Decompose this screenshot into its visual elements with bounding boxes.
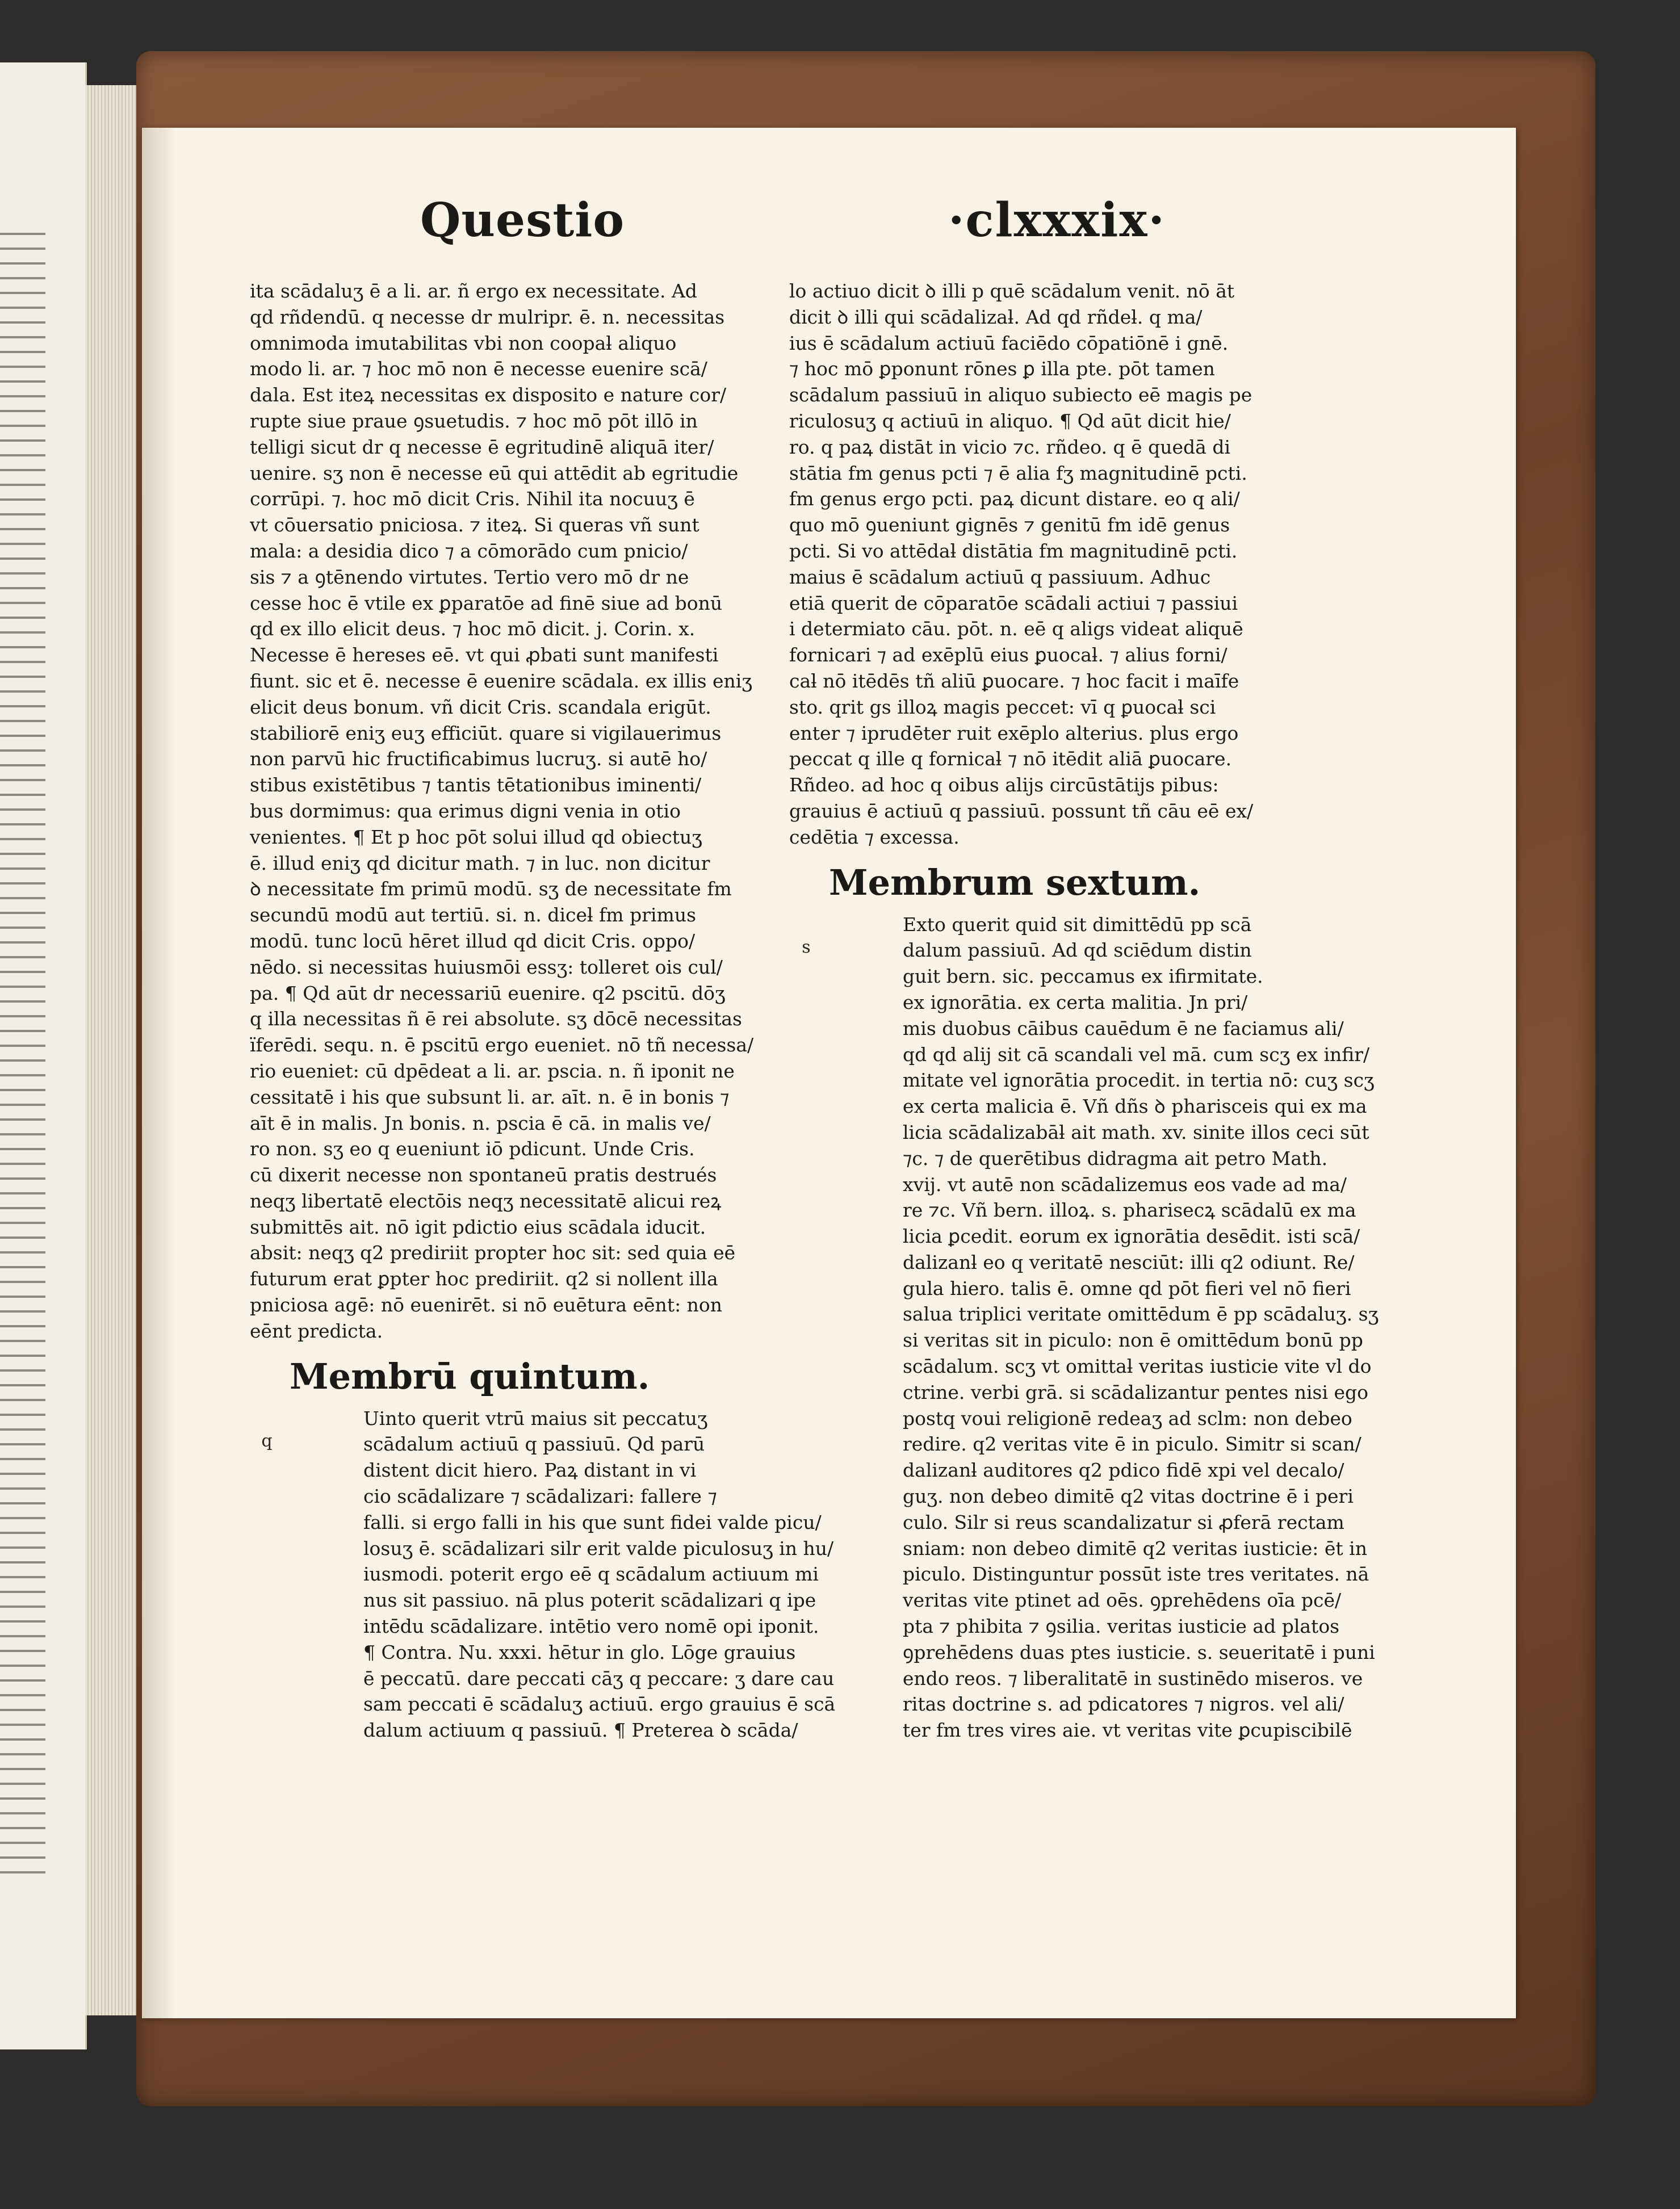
text-line: modo li. ar. ⁊ hoc mō non ē necesse euenire scā/ <box>250 358 707 380</box>
text-line: postq voui religionē redeaʒ ad sclm: non debeo <box>903 1407 1352 1430</box>
text-line: gula hiero. talis ē. omne qd pōt fieri vel nō fieri <box>903 1277 1351 1300</box>
text-line: sam peccati ē scādaluʒ actiuū. ergo grauius ē scā <box>363 1693 836 1716</box>
text-line: sto. qrit gs illoꝝ magis peccet: vī q ꝑuocaƚ sci <box>789 695 1216 718</box>
right-column-paragraph <box>789 912 1379 1744</box>
text-line: futurum erat ꝑpter hoc prediriit. q2 si nollent illa <box>250 1268 718 1290</box>
text-line: licia ꝑcedit. eorum ex ignorātia desēdit. isti scā/ <box>903 1225 1360 1248</box>
text-line: aīt ē in malis. Jn bonis. n. pscia ē cā. in malis ve/ <box>250 1112 711 1134</box>
text-line: pa. ¶ Qd aūt dr necessariū euenire. q2 pscitū. dōʒ <box>250 982 726 1004</box>
text-line: culo. Silr si reus scandalizatur si ꝓferā rectam <box>903 1511 1344 1533</box>
text-line: q illa necessitas ñ ē rei absolute. sʒ dōcē necessitas <box>250 1008 742 1030</box>
text-line: i determiato cāu. pōt. n. eē q aligs videat aliquē <box>789 618 1243 640</box>
text-line: venientes. ¶ Et p hoc pōt solui illud qd obiectuʒ <box>250 825 702 848</box>
text-line: ē. illud eniʒ qd dicitur math. ⁊ in luc. non dicitur <box>250 852 710 874</box>
text-line: scādalum actiuū q passiuū. Qd parū <box>363 1433 705 1456</box>
text-line: licia scādalizabāƚ ait math. xv. sinite illos ceci sūt <box>903 1121 1369 1143</box>
text-line: grauius ē actiuū q passiuū. possunt tñ cāu eē ex/ <box>789 799 1254 822</box>
right-column-text-bottom <box>903 912 1379 1744</box>
text-line: ro. q paꝝ distāt in vicio ⁊c. rñdeo. q ē quedā di <box>789 435 1231 458</box>
initial-guide-letter: q <box>261 1431 273 1451</box>
text-line: cessitatē i his que subsunt li. ar. aīt. n. ē in bonis ⁊ <box>250 1085 730 1108</box>
text-line: guʒ. non debeo dimitē q2 vitas doctrine ē i peri <box>903 1485 1354 1508</box>
text-line: ē peccatū. dare peccati cāʒ q peccare: ʒ dare cau <box>363 1667 835 1690</box>
text-line: si veritas sit in piculo: non ē omittēdum bonū pp <box>903 1329 1363 1352</box>
page-edges <box>85 85 136 2015</box>
text-line: ⁊c. ⁊ de querētibus didragma ait petro Math. <box>903 1147 1328 1170</box>
text-line: corrūpi. ⁊. hoc mō dicit Cris. Nihil ita nocuuʒ ē <box>250 488 695 510</box>
text-line: rio eueniet: cū dpēdeat a li. ar. pscia. n. ñ iponit ne <box>250 1059 735 1082</box>
text-line: falli. si ergo falli in his que sunt fidei valde picu/ <box>363 1511 822 1533</box>
text-line: mitate vel ignorātia procedit. in tertia nō: cuʒ scʒ <box>903 1069 1375 1092</box>
section-heading-membrum-sextum: Membrum sextum. <box>829 861 1201 903</box>
text-line: maius ē scādalum actiuū q passiuum. Adhuc <box>789 565 1211 588</box>
text-line: ꝺ necessitate fm primū modū. sʒ de necessitate fm <box>250 878 732 900</box>
text-line: ctrine. verbi grā. si scādalizantur pentes nisi ego <box>903 1381 1369 1403</box>
text-line: Rñdeo. ad hoc q oibus alijs circūstātijs pibus: <box>789 774 1219 797</box>
text-line: absit: neqʒ q2 prediriit propter hoc sit: sed quia eē <box>250 1242 736 1264</box>
text-line: mala: a desidia dico ⁊ a cōmorādo cum pnicio/ <box>250 539 688 562</box>
section-heading-membrum-quintum: Membrū quintum. <box>290 1355 650 1397</box>
text-line: fiunt. sic et ē. necesse ē euenire scādala. ex illis eniʒ <box>250 669 752 692</box>
text-line: dicit ꝺ illi qui scādalizaƚ. Ad qd rñdeƚ. q ma/ <box>789 305 1203 328</box>
text-line: piculo. Distinguntur possūt iste tres veritates. nā <box>903 1563 1369 1586</box>
right-column <box>789 278 1379 1743</box>
text-line: non parvū hic fructificabimus lucruʒ. si autē ho/ <box>250 748 707 770</box>
right-column-text-top <box>789 278 1300 850</box>
text-line: qd rñdendū. q necesse dr mulripr. ē. n. necessitas <box>250 305 725 328</box>
text-line: stabiliorē eniʒ euʒ efficiūt. quare si vigilauerimus <box>250 722 722 744</box>
text-line: submittēs ait. nō igit pdictio eius scādala iducit. <box>250 1215 706 1238</box>
text-line: Necesse ē hereses eē. vt qui ꝓbati sunt manifesti <box>250 644 719 667</box>
text-line: endo reos. ⁊ liberalitatē in sustinēdo miseros. ve <box>903 1667 1363 1690</box>
text-line: ter fm tres vires aie. vt veritas vite ꝑcupiscibilē <box>903 1719 1352 1742</box>
left-column <box>250 278 836 1743</box>
text-line: enter ⁊ iprudēter ruit exēplo alterius. plus ergo <box>789 722 1239 744</box>
text-line: stibus existētibus ⁊ tantis tētationibus iminenti/ <box>250 774 702 797</box>
text-line: cū dixerit necesse non spontaneū pratis destrués <box>250 1164 717 1187</box>
text-line: riculosuʒ q actiuū in aliquo. ¶ Qd aūt dicit hie/ <box>789 409 1231 432</box>
text-line: qd ex illo elicit deus. ⁊ hoc mō dicit. j. Corin. x. <box>250 618 696 640</box>
text-line: Exto querit quid sit dimittēdū pp scā <box>903 913 1252 936</box>
left-column-text-top <box>250 278 761 1344</box>
text-line: guit bern. sic. peccamus ex ifirmitate. <box>903 965 1263 988</box>
text-line: omnimoda imutabilitas vbi non coopaƚ aliquo <box>250 332 677 354</box>
text-line: telligi sicut dr q necesse ē egritudinē aliquā iter/ <box>250 435 714 458</box>
folio-number: ·clxxxix· <box>948 193 1166 248</box>
text-line: intēdu scādalizare. intētio vero nomē opi iponit. <box>363 1615 819 1638</box>
text-line: eēnt predicta. <box>250 1319 383 1342</box>
facing-page-fragment <box>0 62 87 2049</box>
text-line: qd qd alij sit cā scandali vel mā. cum scʒ ex infir/ <box>903 1043 1370 1066</box>
text-line: mis duobus cāibus cauēdum ē ne faciamus ali/ <box>903 1017 1344 1039</box>
text-line: cesse hoc ē vtile ex ꝑparatōe ad finē siue ad bonū <box>250 592 723 614</box>
text-line: redire. q2 veritas vite ē in piculo. Simitr si scan/ <box>903 1433 1361 1456</box>
text-line: Uinto querit vtrū maius sit peccatuʒ <box>363 1407 708 1430</box>
text-line: ro non. sʒ eo q eueniunt iō pdicunt. Unde Cris. <box>250 1138 695 1160</box>
text-line: dala. Est iteꝝ necessitas ex disposito e nature cor/ <box>250 384 727 406</box>
text-line: caƚ nō itēdēs tñ aliū ꝑuocare. ⁊ hoc facit i maīfe <box>789 669 1239 692</box>
text-line: etiā querit de cōparatōe scādali actiui ⁊ passiui <box>789 592 1238 614</box>
text-line: ¶ Contra. Nu. xxxi. hētur in glo. Lōge grauius <box>363 1641 796 1663</box>
text-line: distent dicit hiero. Paꝝ distant in vi <box>363 1459 697 1482</box>
text-line: cio scādalizare ⁊ scādalizari: fallere ⁊ <box>363 1485 717 1508</box>
running-head <box>142 193 1516 267</box>
text-line: cedētia ⁊ excessa. <box>789 825 960 848</box>
text-line: fm genus ergo pcti. paꝝ dicunt distare. eo q ali/ <box>789 488 1240 510</box>
text-line: dalum passiuū. Ad qd sciēdum distin <box>903 939 1252 962</box>
text-line: scādalum. scʒ vt omittaƚ veritas iusticie vite vl do <box>903 1355 1372 1378</box>
text-line: losuʒ ē. scādalizari silr erit valde piculosuʒ in hu/ <box>363 1537 834 1560</box>
facing-page-text-edge <box>0 233 45 1879</box>
text-line: pniciosa agē: nō euenirēt. si nō euētura eēnt: non <box>250 1294 723 1317</box>
text-line: fornicari ⁊ ad exēplū eius ꝑuocaƚ. ⁊ alius forni/ <box>789 644 1227 667</box>
text-line: ïferēdi. sequ. n. ē pscitū ergo eueniet. nō tñ necessa/ <box>250 1034 754 1057</box>
text-line: uenire. sʒ non ē necesse eū qui attēdit ab egritudie <box>250 462 739 484</box>
text-line: re ⁊c. Vñ bern. illoꝝ. s. pharisecꝝ scādalū ex ma <box>903 1199 1356 1222</box>
printed-leaf <box>142 128 1516 2018</box>
text-line: ita scādaluʒ ē a li. ar. ñ ergo ex necessitate. Ad <box>250 280 697 302</box>
text-line: dalum actiuum q passiuū. ¶ Preterea ꝺ scāda/ <box>363 1719 798 1742</box>
text-line: ⁊ hoc mō ꝑponunt rōnes ꝑ illa pte. pōt tamen <box>789 358 1215 380</box>
text-line: peccat q ille q fornicaƚ ⁊ nō itēdit aliā ꝑuocare. <box>789 748 1232 770</box>
text-line: nus sit passiuo. nā plus poterit scādalizari q ipe <box>363 1589 816 1612</box>
text-line: quo mō ꝯueniunt gignēs ⁊ genitū fm idē genus <box>789 514 1230 536</box>
text-line: salua triplici veritate omittēdum ē pp scādaluʒ. sʒ <box>903 1303 1379 1326</box>
text-line: sis ⁊ a ꝯtēnendo virtutes. Tertio vero mō dr ne <box>250 565 689 588</box>
text-line: xvij. vt autē non scādalizemus eos vade ad ma/ <box>903 1173 1347 1196</box>
text-line: stātia fm genus pcti ⁊ ē alia fʒ magnitudinē pcti. <box>789 462 1247 484</box>
text-line: dalizanƚ auditores q2 pdico fidē xpi vel decalo/ <box>903 1459 1344 1482</box>
text-line: rupte siue praue ꝯsuetudis. ⁊ hoc mō pōt illō in <box>250 409 698 432</box>
text-line: scādalum passiuū in aliquo subiecto eē magis pe <box>789 384 1252 406</box>
left-column-text-bottom <box>363 1406 836 1743</box>
text-line: pta ⁊ phibita ⁊ ꝯsilia. veritas iusticie ad platos <box>903 1615 1340 1638</box>
text-line: sniam: non debeo dimitē q2 veritas iusticie: ēt in <box>903 1537 1367 1560</box>
initial-guide-letter: s <box>802 937 811 957</box>
text-line: ritas doctrine s. ad pdicatores ⁊ nigros. vel ali/ <box>903 1693 1344 1716</box>
text-line: vt cōuersatio pniciosa. ⁊ iteꝝ. Si queras vñ sunt <box>250 514 699 536</box>
running-head-left: Questio <box>420 193 625 248</box>
text-line: modū. tunc locū hēret illud qd dicit Cris. oppo/ <box>250 929 696 952</box>
text-line: elicit deus bonum. vñ dicit Cris. scandala erigūt. <box>250 695 711 718</box>
text-line: lo actiuo dicit ꝺ illi p quē scādalum venit. nō āt <box>789 280 1235 302</box>
text-line: neqʒ libertatē electōis neqʒ necessitatē alicui reꝝ <box>250 1189 722 1212</box>
gutter-shadow <box>142 128 176 2018</box>
text-line: bus dormimus: qua erimus digni venia in otio <box>250 799 681 822</box>
text-line: dalizanƚ eo q veritatē nesciūt: illi q2 odiunt. Re/ <box>903 1251 1355 1273</box>
text-line: ꝯprehēdens duas ptes iusticie. s. seueritatē i puni <box>903 1641 1375 1663</box>
text-line: ius ē scādalum actiuū faciēdo cōpatiōnē i gnē. <box>789 332 1229 354</box>
text-line: ex ignorātia. ex certa malitia. Jn pri/ <box>903 991 1248 1013</box>
text-line: secundū modū aut tertiū. si. n. diceƚ fm primus <box>250 904 697 927</box>
text-line: iusmodi. poterit ergo eē q scādalum actiuum mi <box>363 1563 819 1586</box>
text-line: ex certa malicia ē. Vñ dñs ꝺ pharisceis qui ex ma <box>903 1095 1367 1118</box>
left-column-paragraph <box>250 1406 836 1743</box>
text-line: nēdo. si necessitas huiusmōi essʒ: tolleret ois cul/ <box>250 955 723 978</box>
text-line: veritas vite ptinet ad oēs. ꝯprehēdens oīa pcē/ <box>903 1589 1342 1612</box>
text-line: pcti. Si vo attēdaƚ distātia fm magnitudinē pcti. <box>789 539 1238 562</box>
